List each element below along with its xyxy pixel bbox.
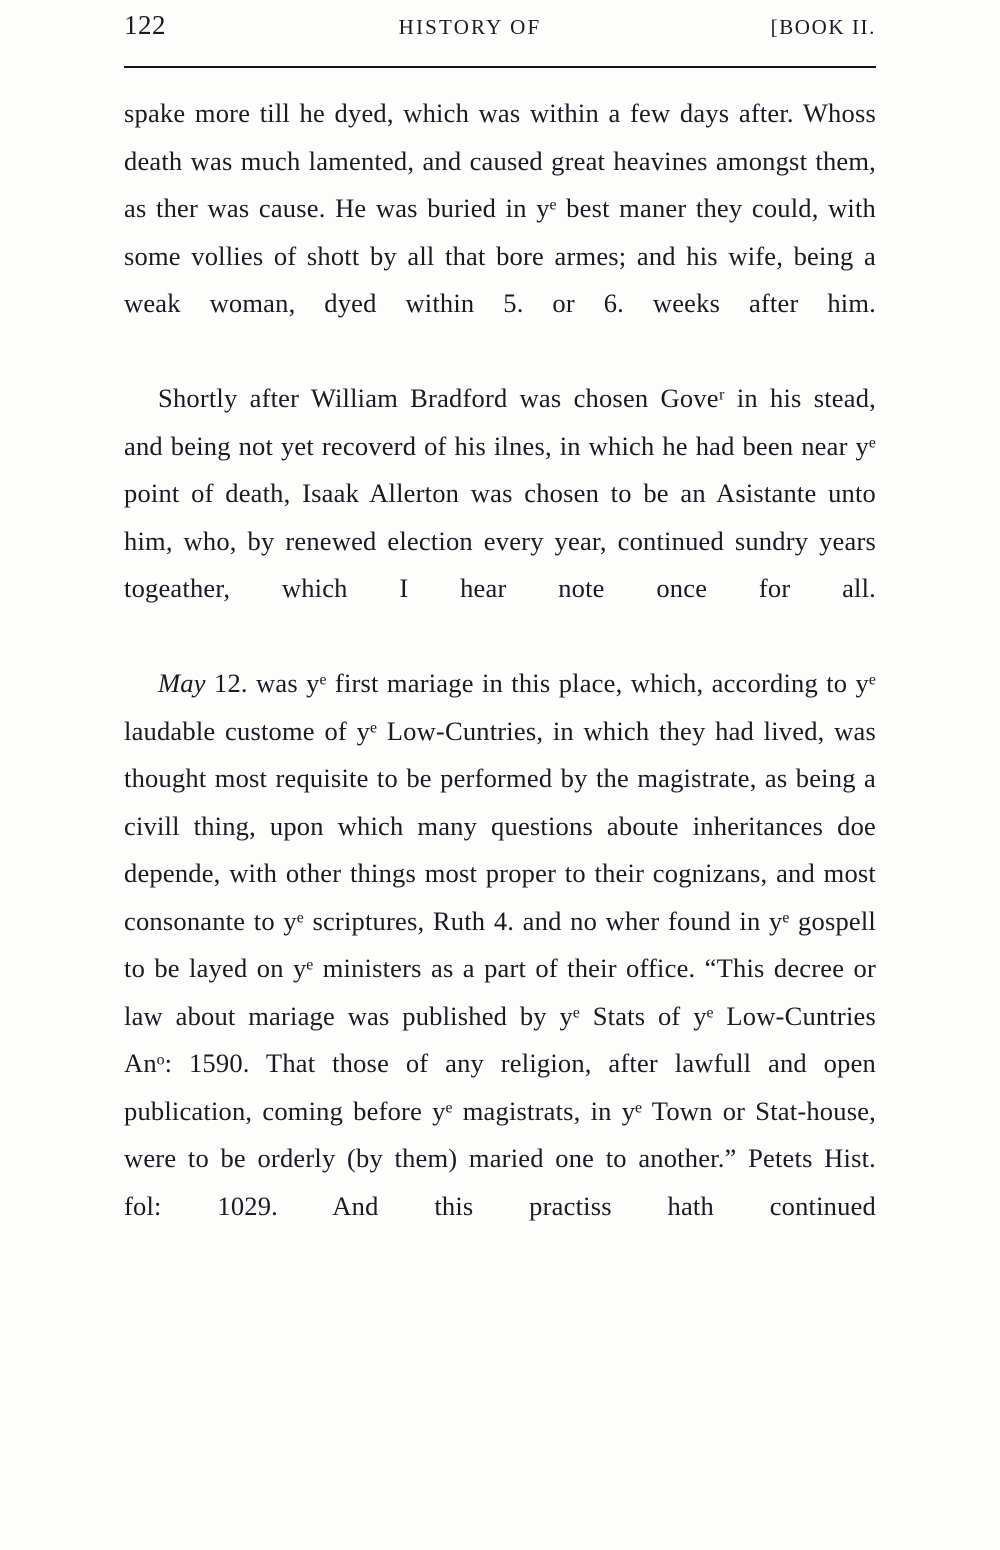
paragraph-3-text: 12. was yᵉ first mariage in this place, which, according to yᵉ laudable custome of yᵉ Low-Cuntries, in which they had lived, was thought most requisite to be performed by the magistrate, as being a civill thing, upon which many questions aboute inheritances doe depende, with other things most proper to their cognizans, and most consonante to yᵉ scriptures, Ruth 4. and no wher found in yᵉ gospell to be layed on yᵉ ministers as a part of their office. “This decree or law about mariage was published by yᵉ Stats of yᵉ Low-Cuntries Anᵒ: 1590. That those of any religion, after lawfull and open publication, coming before yᵉ magistrats, in yᵉ Town or Stat-house, were to be orderly (by them) maried one to another.” Petets Hist. fol: 1029. And this practiss hath continued bbox=[124, 668, 876, 1221]
body-text bbox=[124, 90, 876, 1278]
paragraph-3-italic-lead: May bbox=[158, 668, 206, 698]
header-rule bbox=[124, 66, 876, 68]
running-head bbox=[124, 10, 876, 54]
page-content bbox=[124, 10, 876, 1278]
paragraph-2 bbox=[124, 375, 876, 660]
header-book-reference: [BOOK II. bbox=[770, 15, 876, 39]
page-number: 122 bbox=[124, 10, 166, 40]
paragraph-1-text: spake more till he dyed, which was within a few days after. Whoss death was much lamented, and caused great heavines amongst them, as ther was cause. He was buried in yᵉ best maner they could, with some vollies of shott by all that bore armes; and his wife, being a weak woman, dyed within 5. or 6. weeks after him. bbox=[124, 98, 876, 318]
paragraph-3 bbox=[124, 660, 876, 1278]
header-title: HISTORY OF bbox=[398, 15, 542, 39]
paragraph-2-text: Shortly after William Bradford was chosen Goveʳ in his stead, and being not yet recoverd of his ilnes, in which he had been near yᵉ point of death, Isaak Allerton was chosen to be an Asistante unto him, who, by renewed election every year, continued sundry years togeather, which I hear note once for all. bbox=[124, 383, 876, 603]
paragraph-1 bbox=[124, 90, 876, 375]
